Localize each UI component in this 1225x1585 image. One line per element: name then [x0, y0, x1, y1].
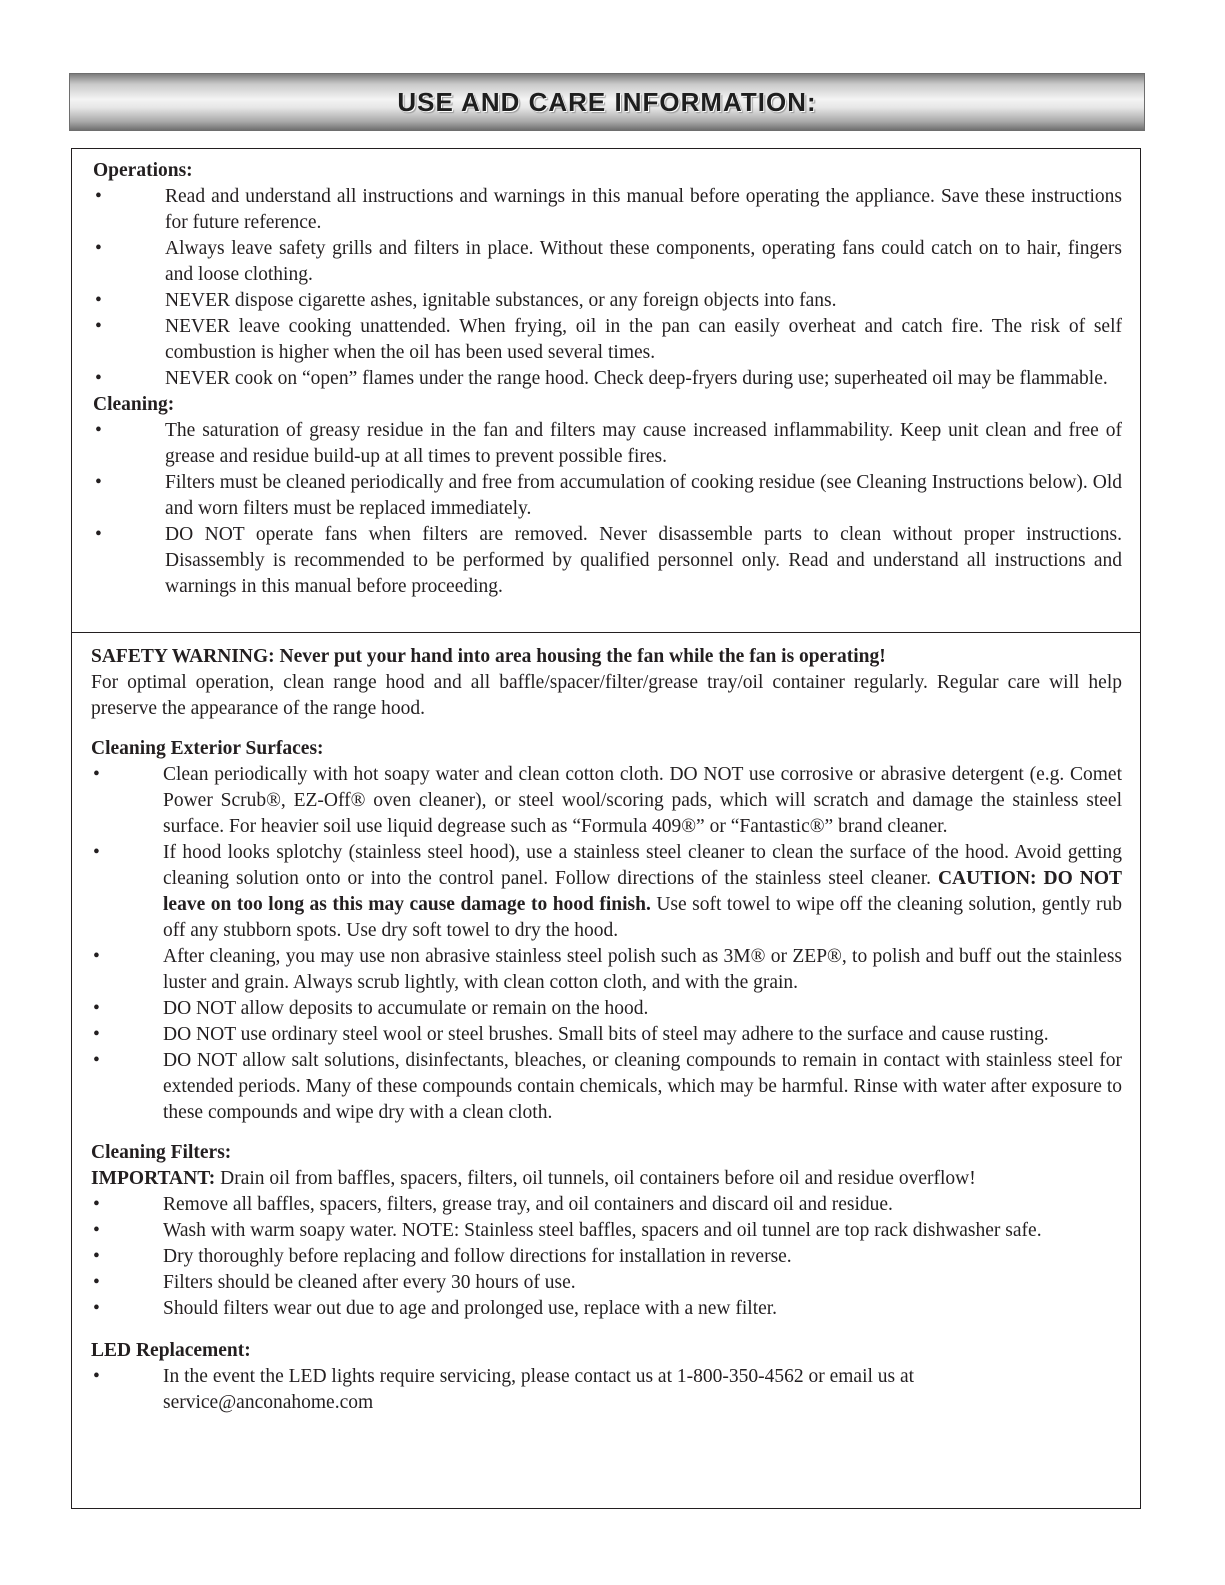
important-label: IMPORTANT: [91, 1168, 216, 1189]
list-item: • In the event the LED lights require servicing, please contact us at 1-800-350-4562 or email us at service@anconahome.com [91, 1364, 1122, 1416]
list-item: • Should filters wear out due to age and prolonged use, replace with a new filter. [91, 1296, 1122, 1322]
list-item: • NEVER leave cooking unattended. When frying, oil in the pan can easily overheat and catch fire. The risk of self combustion is higher when the oil has been used several times. [93, 314, 1122, 366]
operations-list [93, 184, 1122, 392]
list-item: • Remove all baffles, spacers, filters, grease tray, and oil containers and discard oil and residue. [91, 1192, 1122, 1218]
filters-list [91, 1192, 1122, 1322]
list-item: • The saturation of greasy residue in the fan and filters may cause increased inflammability. Keep unit clean and free of grease and residue build-up at all times to prevent possible fires. [93, 418, 1122, 470]
important-text: Drain oil from baffles, spacers, filters, oil tunnels, oil containers before oil and residue overflow! [215, 1168, 976, 1189]
caution-text: CAUTION: DO NOT leave on too long as this may cause damage to hood finish. [163, 868, 1122, 915]
cleaning-list [93, 418, 1122, 600]
list-item: • DO NOT operate fans when filters are removed. Never disassemble parts to clean without proper instructions. Disassembly is recommended to be performed by qualified personnel only. Read and understand all instructions and warnings in this manual before proceeding. [93, 522, 1122, 600]
list-item: • DO NOT use ordinary steel wool or steel brushes. Small bits of steel may adhere to the surface and cause rusting. [91, 1022, 1122, 1048]
safety-warning: SAFETY WARNING: Never put your hand into area housing the fan while the fan is operating! [91, 646, 886, 667]
exterior-list [91, 762, 1122, 1126]
list-item: • Wash with warm soapy water. NOTE: Stainless steel baffles, spacers and oil tunnel are top rack dishwasher safe. [91, 1218, 1122, 1244]
header-banner [69, 73, 1145, 131]
list-item: • DO NOT allow deposits to accumulate or remain on the hood. [91, 996, 1122, 1022]
list-item: • Always leave safety grills and filters in place. Without these components, operating fans could catch on to hair, fingers and loose clothing. [93, 236, 1122, 288]
list-item: • Filters should be cleaned after every 30 hours of use. [91, 1270, 1122, 1296]
page-title: USE AND CARE INFORMATION: [397, 86, 817, 117]
list-item: • DO NOT allow salt solutions, disinfectants, bleaches, or cleaning compounds to remain in contact with stainless steel for extended periods. Many of these compounds contain chemicals, which may be harmful. Rinse with water after exposure to these compounds and wipe dry with a clean cloth. [91, 1048, 1122, 1126]
cleaning-heading: Cleaning: [93, 394, 175, 415]
item-text: If hood looks splotchy (stainless steel hood), use a stainless steel cleaner to clean the surface of the hood. Avoid getting cleaning solution onto or into the control panel. Follow directions of the stainless steel cleaner. [163, 842, 1122, 889]
list-item: • Dry thoroughly before replacing and follow directions for installation in reverse. [91, 1244, 1122, 1270]
operations-cleaning-box [71, 148, 1141, 633]
operations-heading: Operations: [93, 160, 193, 181]
exterior-heading: Cleaning Exterior Surfaces: [91, 738, 324, 759]
care-instructions-box [71, 632, 1141, 1509]
list-item: • NEVER dispose cigarette ashes, ignitable substances, or any foreign objects into fans. [93, 288, 1122, 314]
led-list [91, 1364, 1122, 1416]
list-item [91, 840, 1122, 944]
list-item: • Clean periodically with hot soapy water and clean cotton cloth. DO NOT use corrosive or abrasive detergent (e.g. Comet Power Scrub®, EZ-Off® oven cleaner), or steel wool/scoring pads, which will scratch and damage the stainless steel surface. For heavier soil use liquid degrease such as “Formula 409®” or “Fantastic®” brand cleaner. [91, 762, 1122, 840]
safety-intro: For optimal operation, clean range hood and all baffle/spacer/filter/grease tray/oil container regularly. Regular care will help preserve the appearance of the range hood. [91, 672, 1122, 719]
list-item: • After cleaning, you may use non abrasive stainless steel polish such as 3M® or ZEP®, to polish and buff out the stainless luster and grain. Always scrub lightly, with clean cotton cloth, and with the grain. [91, 944, 1122, 996]
important-note [91, 1166, 1122, 1192]
led-heading: LED Replacement: [91, 1340, 251, 1361]
list-item: • NEVER cook on “open” flames under the range hood. Check deep-fryers during use; superheated oil may be flammable. [93, 366, 1122, 392]
item-text: Use soft towel to wipe off the cleaning solution, gently rub off any stubborn spots. Use dry soft towel to dry the hood. [163, 894, 1122, 941]
list-item: • Filters must be cleaned periodically and free from accumulation of cooking residue (see Cleaning Instructions below). Old and worn filters must be replaced immediately. [93, 470, 1122, 522]
list-item: • Read and understand all instructions and warnings in this manual before operating the appliance. Save these instructions for future reference. [93, 184, 1122, 236]
filters-heading: Cleaning Filters: [91, 1142, 232, 1163]
